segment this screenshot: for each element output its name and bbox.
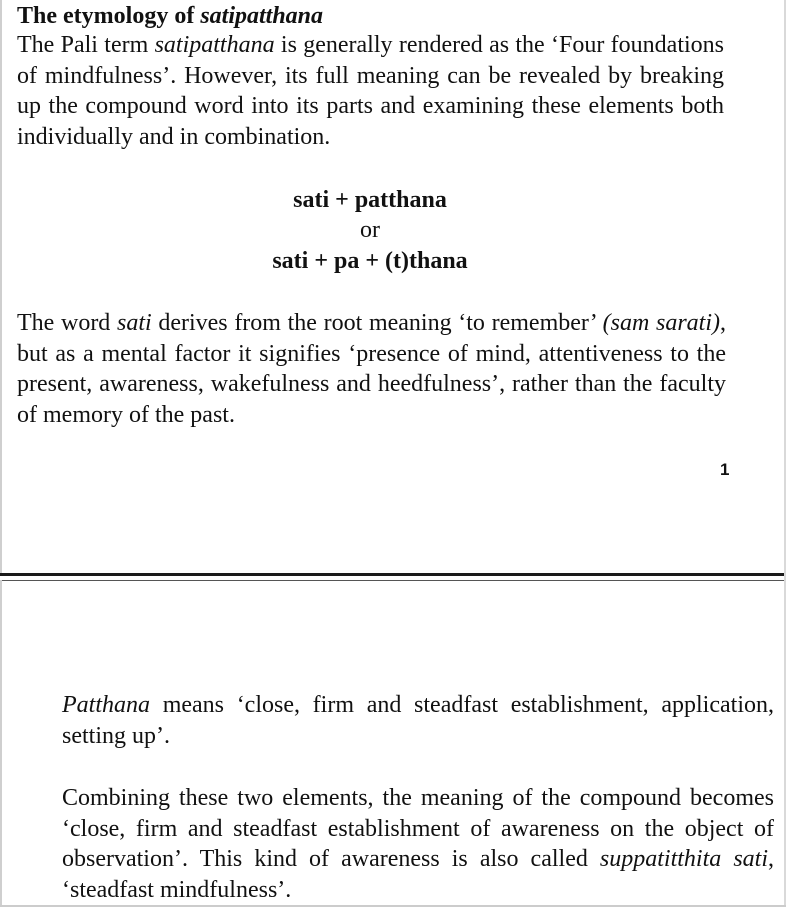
combine-term: suppatitthita sati [599,846,768,872]
formula-line-1: sati + patthana [293,187,447,213]
sati-paragraph [17,308,726,430]
sati-text-1: The word [17,310,117,336]
sati-root: (sam sarati) [602,310,720,336]
page-number: 1 [720,460,730,479]
intro-text-1: The Pali term [17,32,155,58]
intro-paragraph [17,30,724,152]
bottom-page [0,580,786,907]
left-edge-line [0,0,2,575]
formula-line-2: sati + pa + (t)thana [272,248,468,274]
patthana-text: means ‘close, firm and steadfast establishment, application, setting up’. [62,692,774,749]
formula-or: or [360,217,380,243]
patthana-term: Patthana [62,692,150,718]
combine-text-2: , ‘steadfast mindfulness’. [62,846,774,903]
combine-text-1: Combining these two elements, the meaning of the compound becomes ‘close, firm and steadfast establishment of awareness on the object of observation’. This kind of awareness is also called [62,785,774,872]
heading-term: satipatthana [200,3,324,29]
combine-paragraph [62,783,774,905]
left-edge-line-bottom [0,580,2,907]
patthana-paragraph [62,690,774,751]
page-divider [0,573,786,576]
intro-term: satipatthana [154,32,275,58]
sati-text-3: , but as a mental factor it signifies ‘presence of mind, attentiveness to the present, awareness, wakefulness and heedfulness’, rather than the faculty of memory of the past. [17,310,726,428]
intro-text-2: is generally rendered as the ‘Four foundations of mindfulness’. However, its full meaning can be revealed by breaking up the compound word into its parts and examining these elements both individually and in combination. [17,32,724,150]
heading-prefix: The etymology of [17,3,201,29]
sati-term: sati [116,310,152,336]
sati-text-2: derives from the root meaning ‘to remember’ [151,310,603,336]
section-heading [17,2,323,30]
